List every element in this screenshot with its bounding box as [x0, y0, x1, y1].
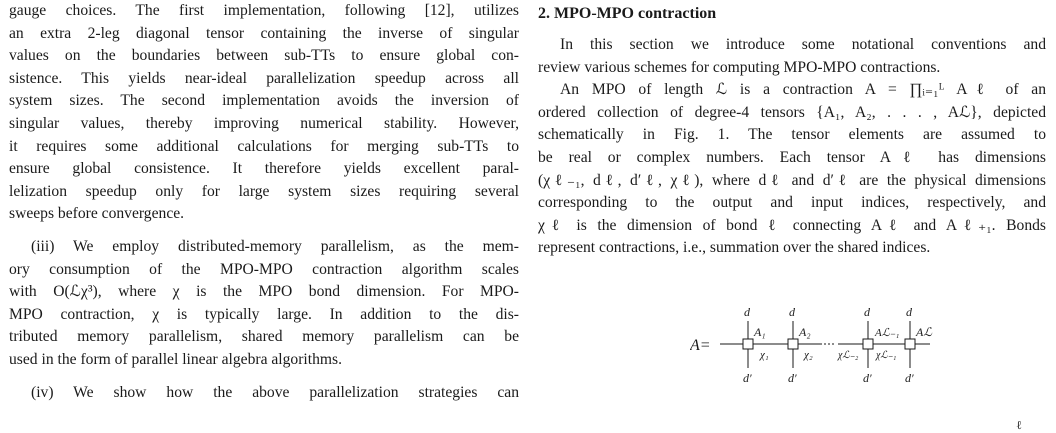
text-line: sweeps before convergence. [9, 205, 185, 223]
label-d: d [906, 305, 912, 319]
text-line: tributed memory parallelism, shared memory parallelism can be [9, 328, 519, 346]
label-d-prime: d′ [863, 371, 872, 385]
tensor-node [788, 339, 798, 349]
label-d-prime: d′ [743, 371, 752, 385]
text-line: ory consumption of the MPO-MPO contraction algorithm scales [9, 260, 519, 278]
bond-label: χℒ₋₂ [838, 350, 859, 361]
text-line: be real or complex numbers. Each tensor Aℓ has dimensions [538, 148, 1046, 166]
text-line: In this section we introduce some notational conventions and [560, 36, 1046, 53]
label-d-prime: d′ [788, 371, 797, 385]
text-line: represent contractions, i.e., summation over the shared indices. [538, 239, 931, 257]
label-d: d [744, 305, 750, 319]
text-line: ordered collection of degree-4 tensors {A₁, A₂, . . . , Aℒ}, depicted [538, 103, 1046, 121]
text-line: used in the form of parallel linear algebra algorithms. [9, 350, 342, 368]
text-line: review various schemes for computing MPO-MPO contractions. [538, 58, 941, 76]
diagram-lhs: A= [690, 337, 711, 354]
text-line: gauge choices. The first implementation, following [12], utilizes [9, 2, 519, 19]
text-line: (iv) We show how the above parallelization strategies can [31, 383, 519, 401]
tensor-label: A₁ [754, 325, 766, 339]
text-line: system sizes. The second implementation avoids the inversion of [9, 92, 519, 110]
text-line: singular values, thereby improving numerical stability. However, [9, 114, 519, 132]
bond-label: χ₁ [760, 349, 769, 361]
text-line: it requires some additional calculations for merging sub-TTs to [9, 137, 519, 155]
tensor-node [905, 339, 915, 349]
tensor-label: A₂ [799, 325, 811, 339]
text-line: values on the boundaries between sub-TTs to ensure global con- [9, 47, 519, 65]
section-heading: 2. MPO-MPO contraction [538, 5, 717, 22]
text-line: MPO contraction, χ is typically large. In addition to the dis- [9, 305, 519, 323]
left-column [9, 0, 519, 404]
bond-label: χℒ₋₁ [876, 350, 897, 361]
label-d: d [789, 305, 795, 319]
text-line: lelization speedup only for large system sizes requiring several [9, 182, 519, 200]
text-line: with O(ℒχ³), where χ is the MPO bond dimension. For MPO- [9, 283, 519, 301]
label-d: d [864, 305, 870, 319]
text-line: An MPO of length ℒ is a contraction A = ∏ᵢ₌₁ᴸ Aℓ of an [560, 81, 1046, 99]
text-line: (χℓ₋₁, dℓ, d′ℓ, χℓ), where dℓ and d′ℓ are the physical dimensions [538, 171, 1046, 189]
text-line: ensure global consistence. It therefore yields excellent paral- [9, 160, 519, 178]
text-line: schematically in Fig. 1. The tensor elements are assumed to [538, 126, 1046, 144]
tensor-label: Aℒ₋₁ [875, 327, 900, 339]
bond-label: χ₂ [804, 349, 813, 361]
text-line: χℓ is the dimension of bond ℓ connecting Aℓ and Aℓ₊₁. Bonds [538, 216, 1046, 234]
text-line: corresponding to the output and input indices, respectively, and [538, 194, 1046, 212]
tensor-node [863, 339, 873, 349]
mpo-diagram [690, 284, 980, 404]
text-line: an extra 2-leg diagonal tensor containing the inverse of singular [9, 24, 519, 42]
text-line: (iii) We employ distributed-memory parallelism, as the mem- [31, 237, 519, 255]
label-d-prime: d′ [905, 371, 914, 385]
text-line: sistence. This yields near-ideal parallelization speedup across all [9, 69, 519, 87]
tensor-label: Aℒ [916, 325, 932, 339]
tensor-node [743, 339, 753, 349]
cutoff-glyph: ℓ [1016, 418, 1022, 432]
right-column [538, 0, 1046, 260]
